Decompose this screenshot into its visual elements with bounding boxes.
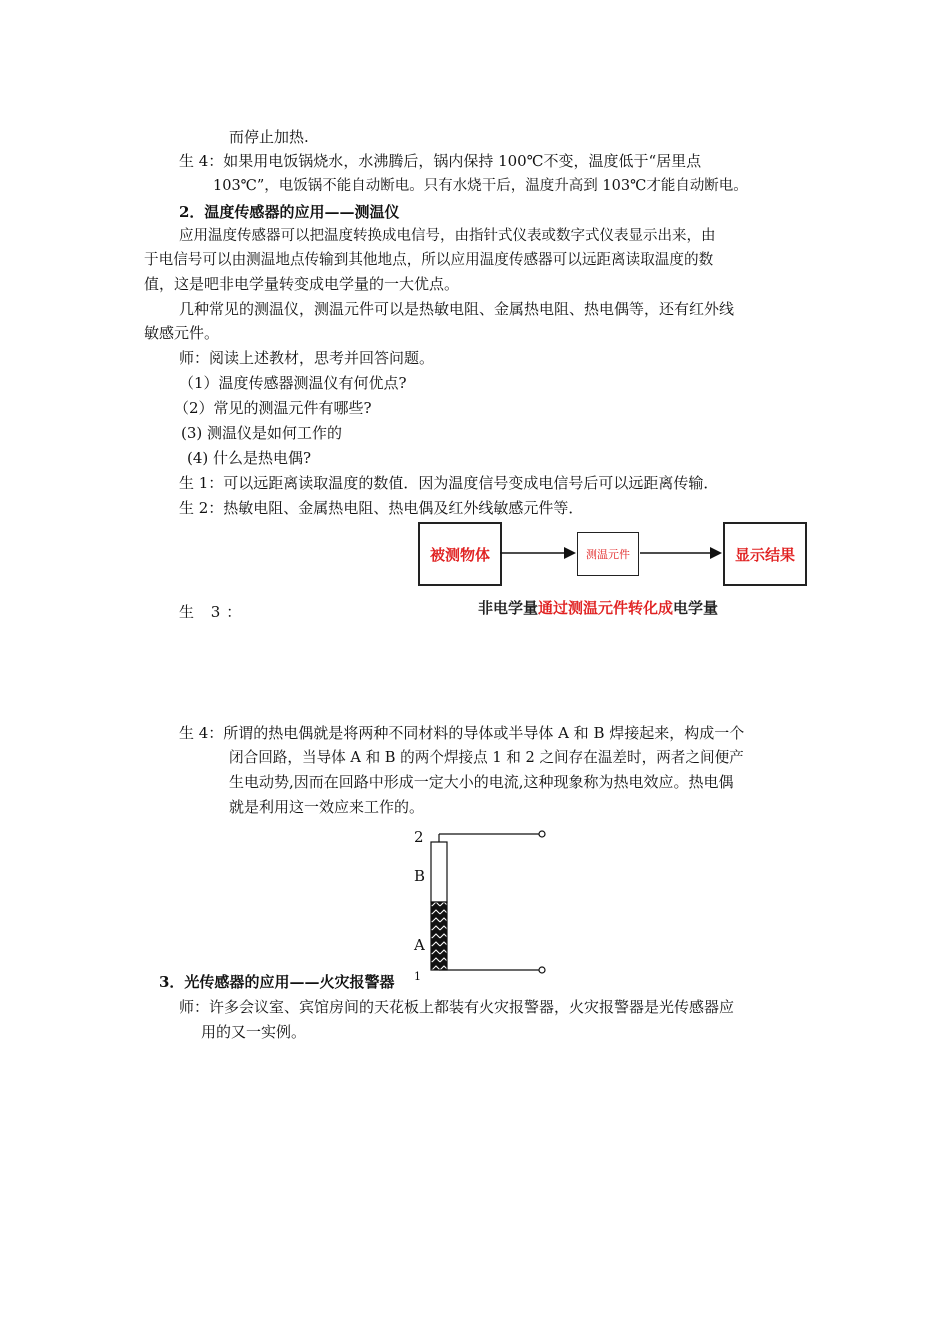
question-item: (4) 什么是热电偶? xyxy=(187,449,312,467)
flow-box-display: 显示结果 xyxy=(723,522,807,586)
question-item: （1）温度传感器测温仪有何优点? xyxy=(179,374,407,392)
answer-line: 生 3： xyxy=(179,603,248,621)
text-line: 生 4：如果用电饭锅烧水，水沸腾后，锅内保持 100℃不变，温度低于“居里点 xyxy=(179,152,702,170)
question-item: (3) 测温仪是如何工作的 xyxy=(181,424,343,442)
text-line: 而停止加热. xyxy=(229,128,309,146)
caption-non-electric: 非电学量 xyxy=(478,599,539,617)
text-line: 敏感元件。 xyxy=(144,324,220,342)
flow-box-sensor: 测温元件 xyxy=(577,532,639,576)
conductor-label-a: A xyxy=(414,936,425,954)
thermocouple-diagram xyxy=(400,820,560,980)
text-line: 应用温度传感器可以把温度转换成电信号，由指针式仪表或数字式仪表显示出来，由 xyxy=(179,228,716,244)
answer-line: 生 4：所谓的热电偶就是将两种不同材料的导体或半导体 A 和 B 焊接起来，构成一个 xyxy=(179,724,745,742)
terminal-bottom xyxy=(539,967,545,973)
answer-line: 生电动势,因而在回路中形成一定大小的电流,这种现象称为热电效应。热电偶 xyxy=(229,773,734,791)
section-heading: 2．温度传感器的应用——测温仪 xyxy=(179,203,400,221)
text-line: 几种常见的测温仪，测温元件可以是热敏电阻、金属热电阻、热电偶等，还有红外线 xyxy=(179,300,735,318)
text-line: 103℃”，电饭锅不能自动断电。只有水烧干后，温度升高到 103℃才能自动断电。 xyxy=(213,178,748,194)
terminal-top xyxy=(539,831,545,837)
text-line: 于电信号可以由测温地点传输到其他地点，所以应用温度传感器可以远距离读取温度的数 xyxy=(144,251,714,268)
caption-conversion: 通过测温元件转化成 xyxy=(538,599,674,617)
conductor-b xyxy=(431,842,447,902)
text-line: 师：阅读上述教材，思考并回答问题。 xyxy=(179,349,435,367)
text-line: 值，这是吧非电学量转变成电学量的一大优点。 xyxy=(144,275,460,293)
caption-electric: 电学量 xyxy=(673,599,719,617)
flow-box-measured-object: 被测物体 xyxy=(418,522,502,586)
text-line: 用的又一实例。 xyxy=(201,1023,307,1041)
section-heading: 3．光传感器的应用——火灾报警器 xyxy=(159,973,395,991)
conductor-a xyxy=(431,902,447,970)
flow-caption xyxy=(478,597,718,618)
answer-line: 生 1：可以远距离读取温度的数值．因为温度信号变成电信号后可以远距离传输． xyxy=(179,474,719,492)
question-item: （2）常见的测温元件有哪些? xyxy=(174,399,372,417)
junction-label-2: 2 xyxy=(414,828,424,846)
conductor-label-b: B xyxy=(414,867,426,885)
answer-line: 生 2：热敏电阻、金属热电阻、热电偶及红外线敏感元件等． xyxy=(179,499,584,517)
junction-label-1: 1 xyxy=(414,970,421,980)
text-line: 师：许多会议室、宾馆房间的天花板上都装有火灾报警器，火灾报警器是光传感器应 xyxy=(179,998,735,1016)
flow-arrow-1 xyxy=(500,545,576,561)
flow-arrow-2 xyxy=(640,545,722,561)
answer-line: 就是利用这一效应来工作的。 xyxy=(229,798,425,816)
answer-line: 闭合回路，当导体 A 和 B 的两个焊接点 1 和 2 之间存在温差时，两者之间便产 xyxy=(229,749,744,766)
